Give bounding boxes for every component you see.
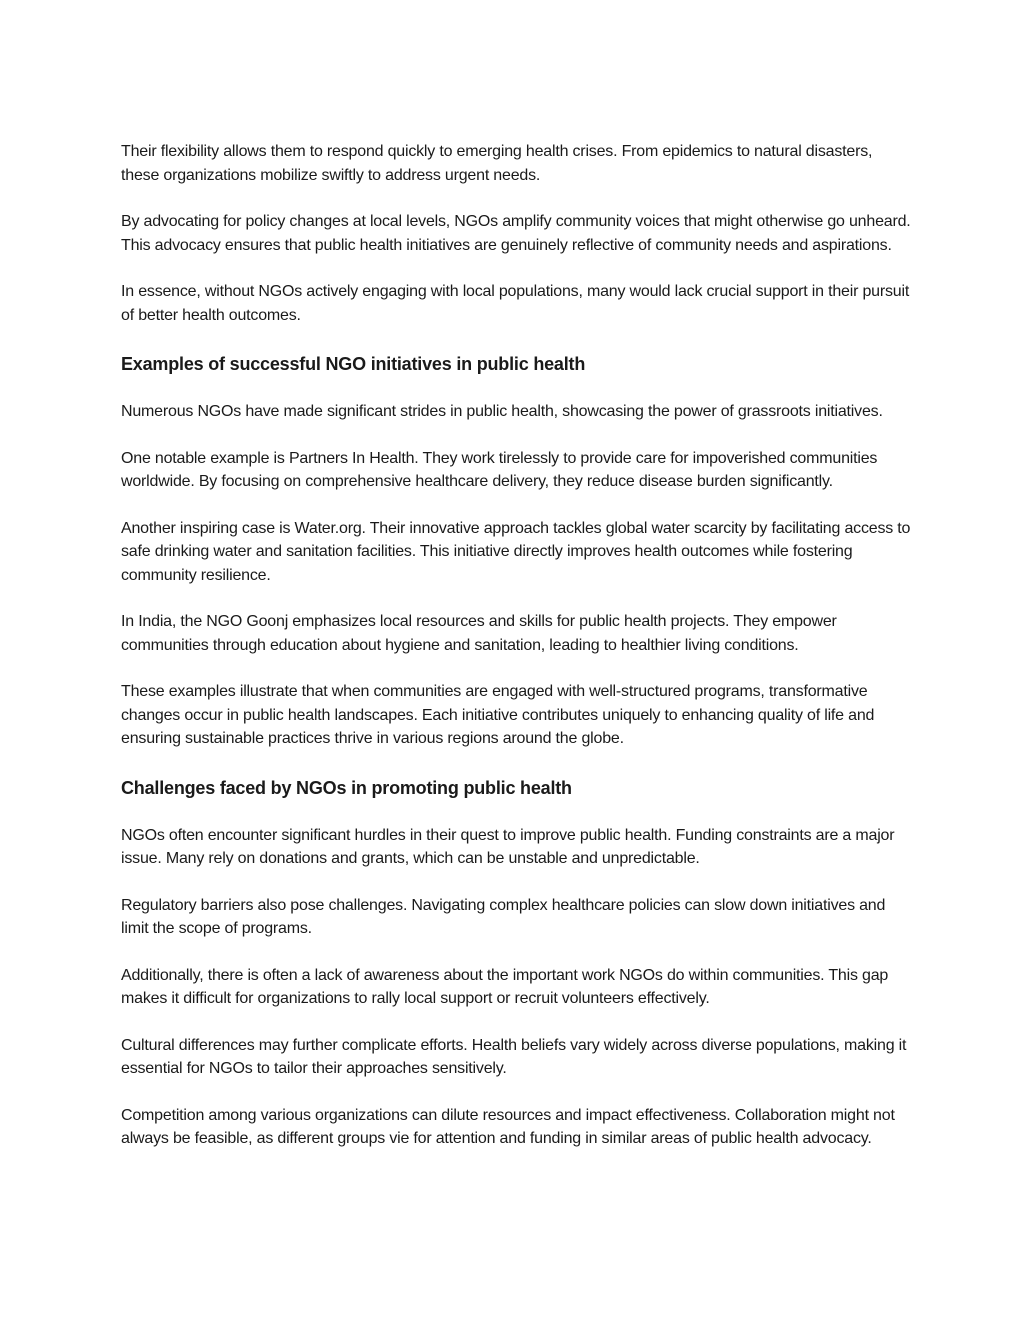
document-page [121, 140, 911, 1174]
challenges-paragraph-1: NGOs often encounter significant hurdles in their quest to improve public health. Funding constraints are a major issue. Many rely on donations and grants, which can be unstable and unpredictable. [121, 826, 895, 867]
challenges-paragraph-5: Competition among various organizations can dilute resources and impact effectiveness. Collaboration might not always be feasible, as different groups vie for attention and funding in similar areas of public health advocacy. [121, 1106, 895, 1147]
challenges-paragraph-3: Additionally, there is often a lack of awareness about the important work NGOs do within communities. This gap makes it difficult for organizations to rally local support or recruit volunteers effectively. [121, 966, 889, 1007]
intro-paragraph-3: In essence, without NGOs actively engaging with local populations, many would lack crucial support in their pursuit of better health outcomes. [121, 283, 910, 324]
challenges-paragraph-4: Cultural differences may further complicate efforts. Health beliefs vary widely across diverse populations, making it essential for NGOs to tailor their approaches sensitively. [121, 1036, 907, 1077]
examples-paragraph-2: One notable example is Partners In Health. They work tirelessly to provide care for impoverished communities worldwide. By focusing on comprehensive healthcare delivery, they reduce disease burden significantly. [121, 449, 878, 490]
section-heading-examples: Examples of successful NGO initiatives in public health [121, 354, 586, 374]
intro-paragraph-2: By advocating for policy changes at local levels, NGOs amplify community voices that might otherwise go unheard. This advocacy ensures that public health initiatives are genuinely reflective of community needs and aspirations. [121, 213, 911, 254]
examples-paragraph-3: Another inspiring case is Water.org. Their innovative approach tackles global water scarcity by facilitating access to safe drinking water and sanitation facilities. This initiative directly improves health outcomes while fostering community resilience. [121, 519, 911, 584]
examples-paragraph-4: In India, the NGO Goonj emphasizes local resources and skills for public health projects. They empower communities through education about hygiene and sanitation, leading to healthier living conditions. [121, 613, 837, 654]
examples-paragraph-5: These examples illustrate that when communities are engaged with well-structured programs, transformative changes occur in public health landscapes. Each initiative contributes uniquely to enhancing quality of life and ensuring sustainable practices thrive in various regions around the globe. [121, 683, 875, 747]
examples-paragraph-1: Numerous NGOs have made significant strides in public health, showcasing the power of grassroots initiatives. [121, 403, 883, 420]
intro-paragraph-1: Their flexibility allows them to respond quickly to emerging health crises. From epidemics to natural disasters, these organizations mobilize swiftly to address urgent needs. [121, 143, 873, 184]
section-heading-challenges: Challenges faced by NGOs in promoting public health [121, 777, 572, 798]
challenges-paragraph-2: Regulatory barriers also pose challenges. Navigating complex healthcare policies can slow down initiatives and limit the scope of programs. [121, 896, 886, 937]
